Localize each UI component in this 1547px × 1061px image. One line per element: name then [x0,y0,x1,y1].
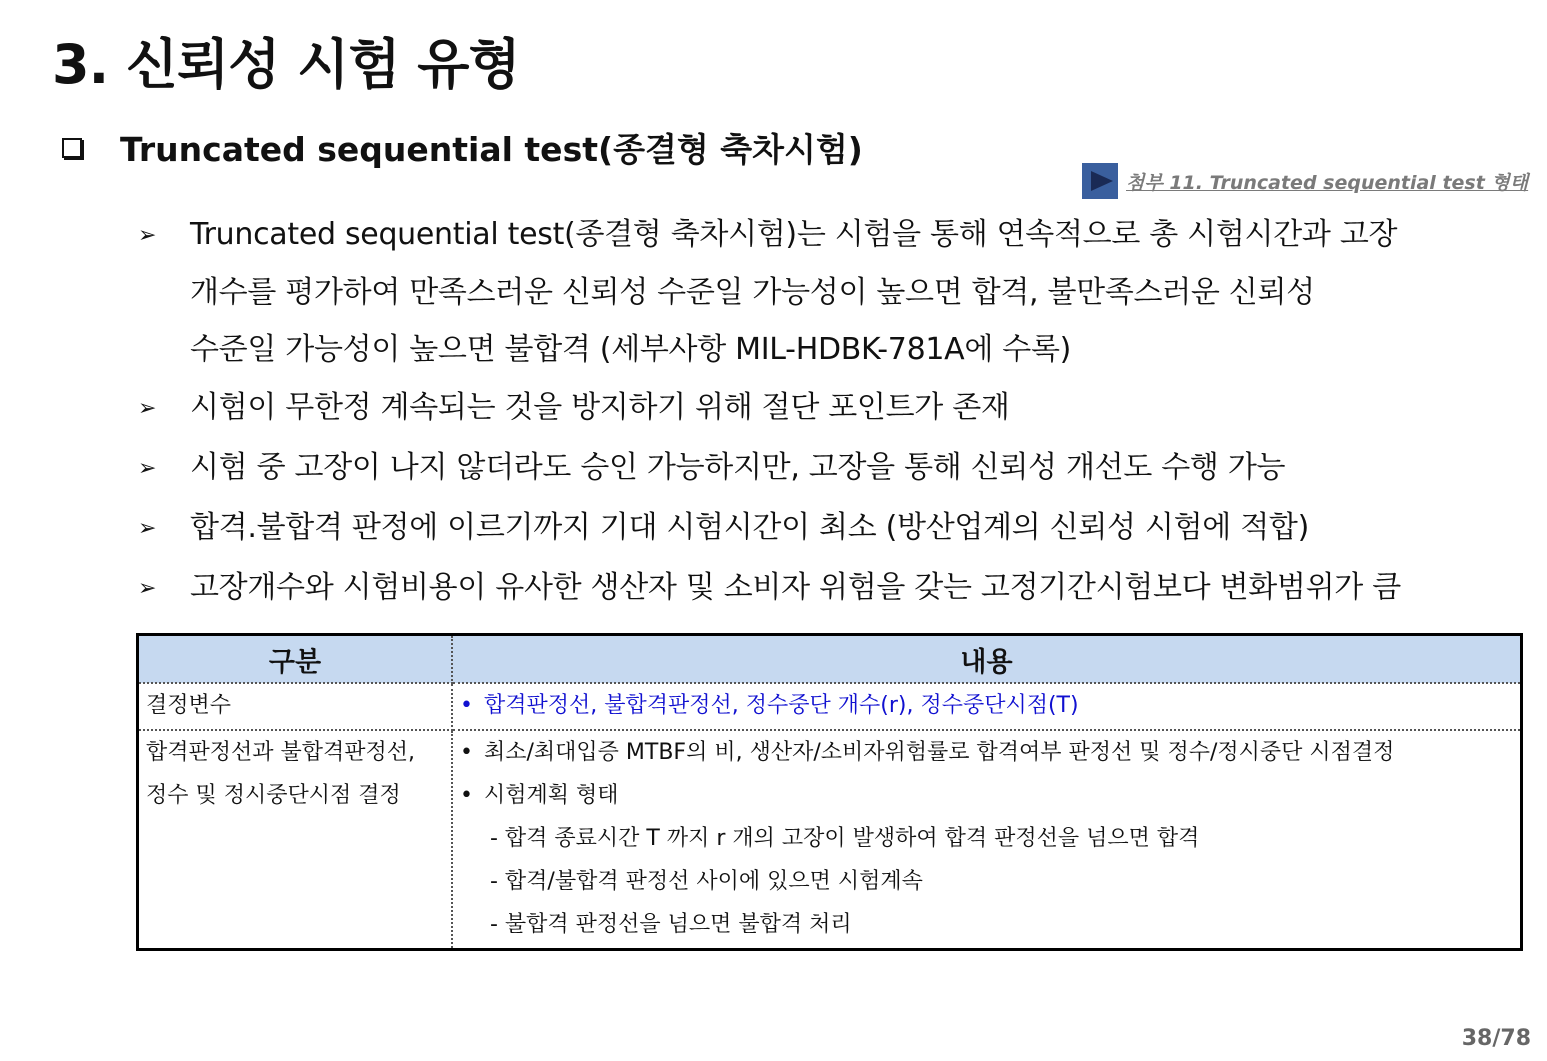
list-item [138,439,1538,499]
table-cell-content: • 최소/최대입증 MTBF의 비, 생산자/소비자위험률로 합격여부 판정선 및 정수/정시중단 시점결정 • 시험계획 형태 - 합격 종료시간 T 까지 r 개의 고장이 발생하여 합격 판정선을 넘으면 합격 - 합격/불합격 판정선 사이에 있으면 시험계속 - 불합격 판정선을 넘으면 불합격 처리 [452,730,1522,950]
page-title: 3. 신뢰성 시험 유형 [52,33,520,96]
table-row [138,730,1522,950]
bullet-list [138,206,1538,619]
bullet-line: Truncated sequential test(종결형 축차시험)는 시험을 통해 연속적으로 총 시험시간과 고장 [190,217,1398,252]
bullet-line: 고장개수와 시험비용이 유사한 생산자 및 소비자 위험을 갖는 고정기간시험보다 변화범위가 큼 [190,569,1401,605]
list-item [138,206,1538,379]
table-cell-label: 결정변수 [138,683,453,730]
section-subtitle [62,124,863,171]
arrow-icon: ➢ [138,515,157,541]
bullet-line: 합격.불합격 판정에 이르기까지 기대 시험시간이 최소 (방산업계의 신뢰성 시험에 적합) [190,509,1309,545]
content-sub-item: - 합격 종료시간 T 까지 r 개의 고장이 발생하여 합격 판정선을 넘으면 합격 [490,826,1200,851]
content-item: 최소/최대입증 MTBF의 비, 생산자/소비자위험률로 합격여부 판정선 및 정수/정시중단 시점결정 [484,740,1395,765]
bullet-line: 시험 중 고장이 나지 않더라도 승인 가능하지만, 고장을 통해 신뢰성 개선도 수행 가능 [190,449,1286,485]
reference-link[interactable] [1082,163,1528,199]
arrow-icon: ➢ [138,455,157,481]
content-sub-item: - 불합격 판정선을 넘으면 불합격 처리 [490,912,852,937]
info-table [136,633,1523,951]
table-row [138,683,1522,730]
arrow-icon: ➢ [138,575,157,601]
list-item [138,499,1538,559]
bullet-line: 수준일 가능성이 높으면 불합격 (세부사항 MIL-HDBK-781A에 수록) [190,332,1072,367]
table-cell-label: 합격판정선과 불합격판정선, 정수 및 정시중단시점 결정 [138,730,453,950]
content-item: 시험계획 형태 [484,783,619,808]
page-number: 38/78 [1461,1026,1531,1051]
arrow-icon: ➢ [138,223,157,248]
table-header-row [138,635,1522,684]
table-cell-content: • 합격판정선, 불합격판정선, 정수중단 개수(r), 정수중단시점(T) [452,683,1522,730]
list-item [138,379,1538,439]
play-icon [1082,163,1118,199]
reference-link-text[interactable]: 첨부 11. Truncated sequential test 형태 [1126,171,1529,194]
subtitle-text: Truncated sequential test(종결형 축차시험) [120,130,863,169]
arrow-icon: ➢ [138,395,157,421]
table-header: 구분 [138,635,453,684]
bullet-line: 개수를 평가하여 만족스러운 신뢰성 수준일 가능성이 높으면 합격, 불만족스러운 신뢰성 [190,274,1315,310]
bullet-line: 시험이 무한정 계속되는 것을 방지하기 위해 절단 포인트가 존재 [190,389,1010,425]
checkbox-icon [62,138,82,158]
table-header: 내용 [452,635,1522,684]
list-item [138,559,1538,619]
decision-variables: 합격판정선, 불합격판정선, 정수중단 개수(r), 정수중단시점(T) [484,693,1079,718]
content-sub-item: - 합격/불합격 판정선 사이에 있으면 시험계속 [490,869,923,894]
